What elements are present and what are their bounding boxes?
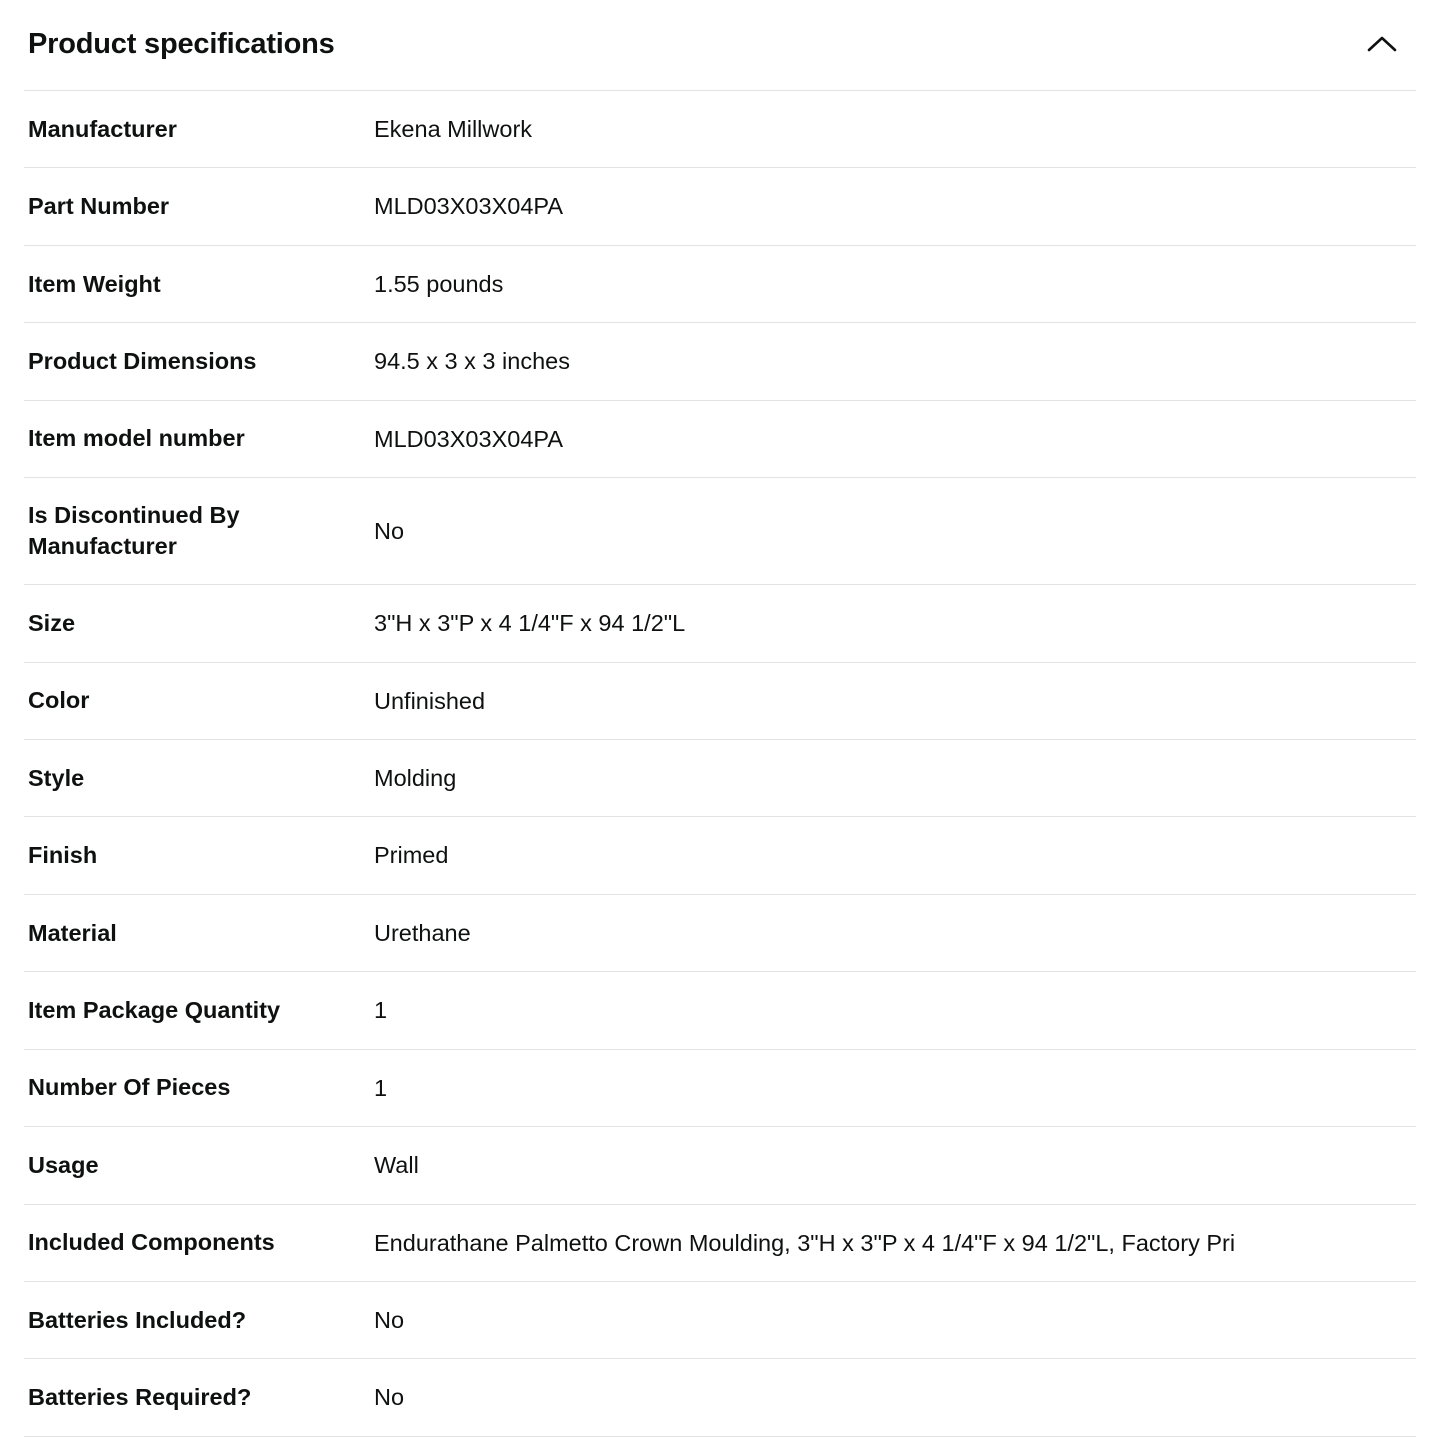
- table-row: [24, 168, 1416, 245]
- spec-value: Primed: [374, 842, 449, 869]
- spec-label: [24, 1049, 374, 1126]
- spec-label-text: Number Of Pieces: [28, 1074, 231, 1101]
- spec-label-text: Item Package Quantity: [28, 996, 281, 1023]
- spec-value: Ekena Millwork: [374, 116, 533, 142]
- page-title: Product specifications: [28, 27, 335, 60]
- spec-label: [24, 1127, 374, 1204]
- spec-label: [24, 585, 374, 662]
- spec-label-text: Product Dimensions: [28, 347, 257, 374]
- spec-value: No: [374, 517, 405, 544]
- spec-value: 1: [374, 1074, 388, 1101]
- spec-value: 1.55 pounds: [374, 270, 504, 297]
- table-row: [24, 1359, 1416, 1436]
- table-row: [24, 662, 1416, 739]
- table-row: [24, 817, 1416, 894]
- spec-label-text: Part Number: [28, 193, 170, 220]
- chevron-up-icon[interactable]: [1362, 24, 1402, 64]
- spec-value: Urethane: [374, 919, 471, 946]
- table-row: [24, 972, 1416, 1049]
- spec-value: Unfinished: [374, 687, 486, 714]
- spec-label-text: Item Weight: [28, 270, 161, 297]
- spec-value: 3"H x 3"P x 4 1/4"F x 94 1/2"L: [374, 610, 686, 637]
- spec-label-text: Item model number: [28, 425, 245, 452]
- spec-value: MLD03X03X04PA: [374, 425, 563, 452]
- table-row: [24, 323, 1416, 400]
- spec-label: [24, 91, 374, 168]
- spec-value: No: [374, 1384, 405, 1411]
- spec-label-text: Batteries Included?: [28, 1306, 247, 1333]
- spec-label-text: Color: [28, 687, 90, 714]
- spec-label: [24, 400, 374, 477]
- spec-label: [24, 972, 374, 1049]
- spec-label: [24, 817, 374, 894]
- specifications-table: [24, 90, 1416, 1437]
- spec-label-text: Style: [28, 764, 85, 791]
- table-row: [24, 739, 1416, 816]
- spec-label-text: Manufacturer: [28, 115, 177, 142]
- spec-value: Molding: [374, 764, 457, 791]
- table-row: [24, 91, 1416, 168]
- spec-label-text: Finish: [28, 842, 98, 869]
- table-row: [24, 478, 1416, 585]
- spec-value: Wall: [374, 1152, 419, 1179]
- section-header: [24, 0, 1416, 90]
- table-row: [24, 1127, 1416, 1204]
- spec-label-text: Included Components: [28, 1229, 275, 1256]
- spec-value: Endurathane Palmetto Crown Moulding, 3"H x 3"P x 4 1/4"F x 94 1/2"L, Factory Pri: [374, 1229, 1236, 1256]
- spec-label-text: Is Discontinued By Manufacturer: [28, 502, 240, 560]
- table-row: [24, 245, 1416, 322]
- spec-label: [24, 739, 374, 816]
- spec-label: [24, 1281, 374, 1358]
- table-row: [24, 1049, 1416, 1126]
- spec-label: [24, 662, 374, 739]
- table-row: [24, 585, 1416, 662]
- spec-value: MLD03X03X04PA: [374, 193, 563, 220]
- table-row: [24, 1204, 1416, 1281]
- table-row: [24, 894, 1416, 971]
- spec-value: No: [374, 1306, 405, 1333]
- spec-value: 94.5 x 3 x 3 inches: [374, 348, 570, 375]
- spec-label: [24, 478, 374, 585]
- spec-label: [24, 894, 374, 971]
- spec-value: 1: [374, 997, 388, 1024]
- spec-label: [24, 323, 374, 400]
- spec-label: [24, 1359, 374, 1436]
- spec-label-text: Size: [28, 609, 76, 636]
- spec-label: [24, 1204, 374, 1281]
- table-row: [24, 1281, 1416, 1358]
- spec-label: [24, 245, 374, 322]
- spec-label-text: Material: [28, 919, 117, 946]
- spec-label: [24, 168, 374, 245]
- spec-label-text: Usage: [28, 1151, 99, 1178]
- spec-label-text: Batteries Required?: [28, 1384, 252, 1411]
- table-row: [24, 400, 1416, 477]
